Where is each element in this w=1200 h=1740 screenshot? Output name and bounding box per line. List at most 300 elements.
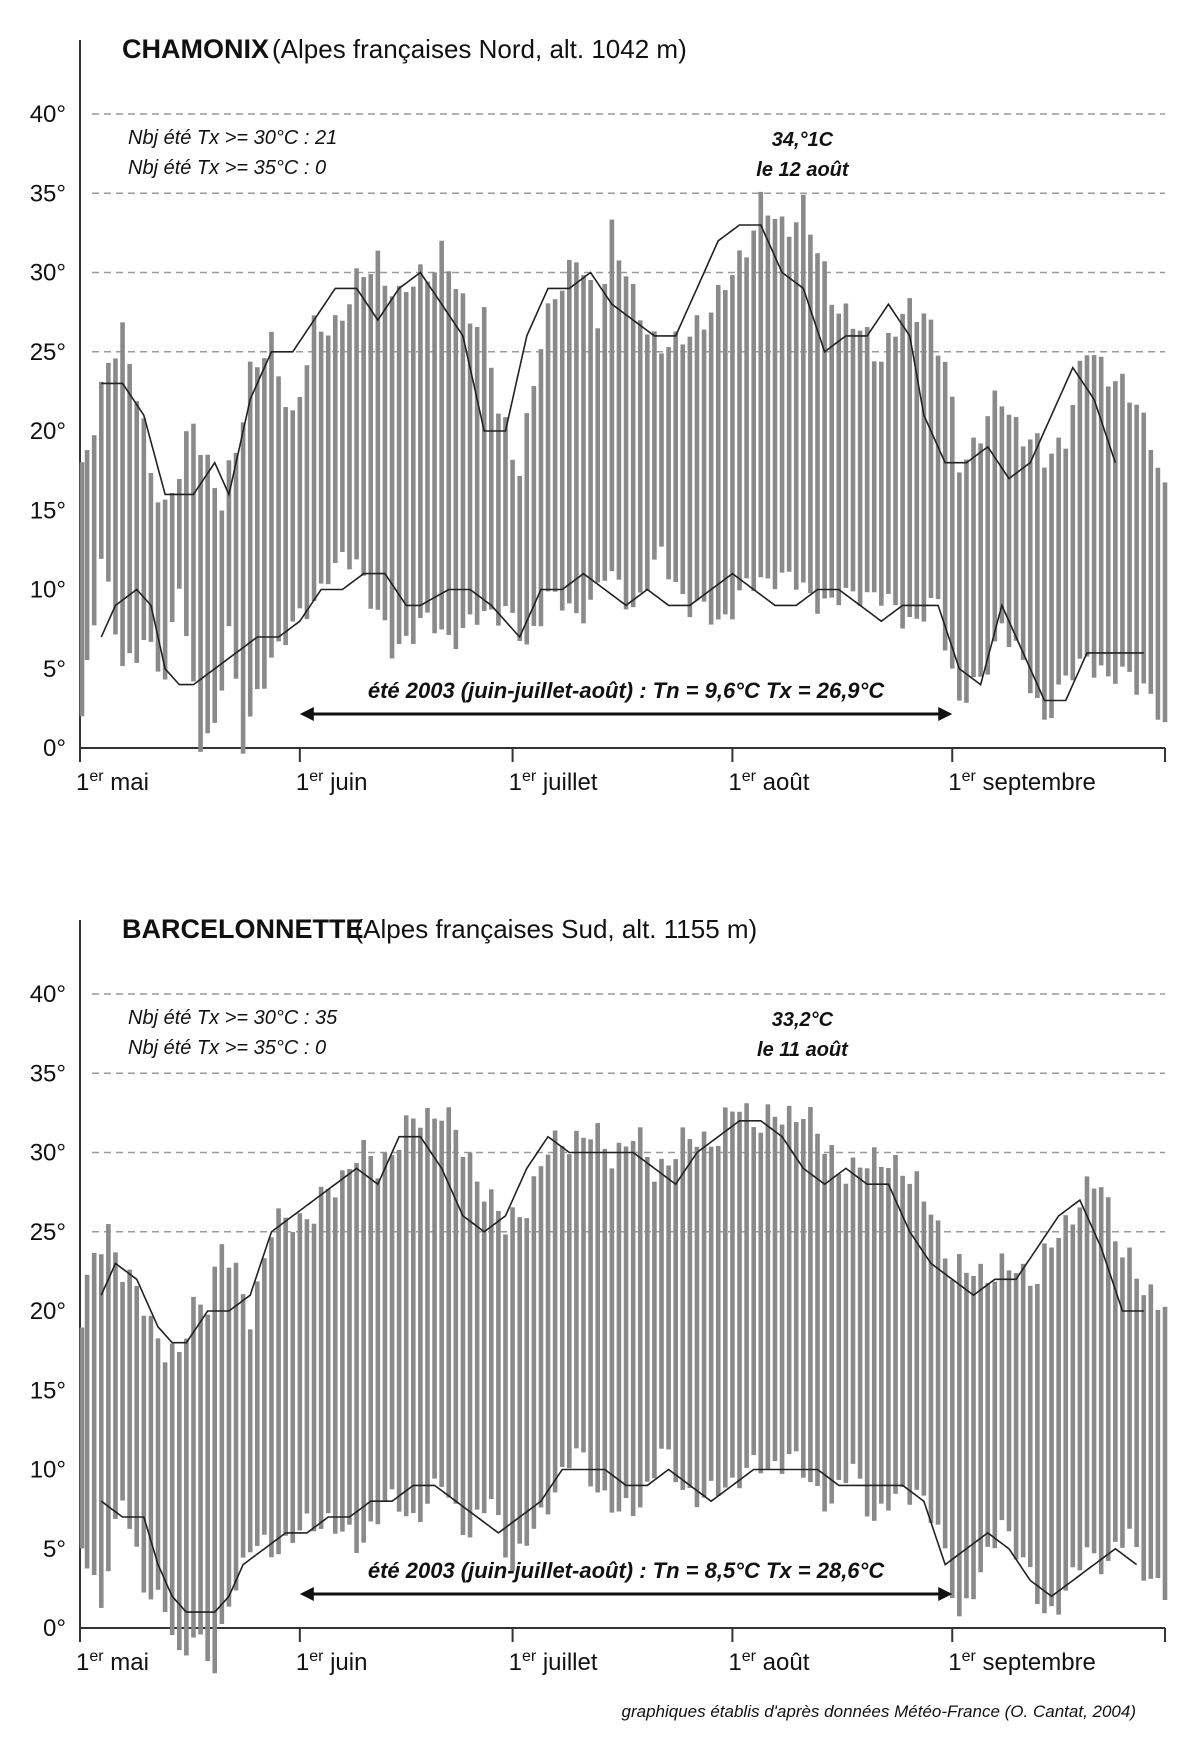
daily-bar [1042,1243,1047,1613]
daily-bar [993,391,998,642]
daily-bar [276,1208,281,1554]
daily-bar [1127,1248,1132,1529]
daily-bar [872,361,877,592]
daily-bar [872,1147,877,1521]
daily-bar [120,1282,125,1501]
daily-bar [922,313,927,621]
daily-bar [695,315,700,600]
daily-bar [390,296,395,658]
source-credit: graphiques établis d'après données Météo-France (O. Cantat, 2004) [621,1702,1136,1721]
daily-bar [411,1119,416,1514]
daily-bar [397,286,402,644]
daily-bar [808,235,813,593]
daily-bar [652,1182,657,1479]
daily-bar [446,271,451,635]
daily-bar [808,1107,813,1482]
daily-bar [1063,1215,1068,1590]
daily-bar [638,1127,643,1507]
daily-bar [971,438,976,678]
daily-bar [624,276,629,609]
daily-bar [205,1315,210,1661]
daily-bar [262,358,267,689]
daily-bar [1149,450,1154,694]
daily-bar [241,422,246,753]
y-tick-label: 35° [29,180,66,208]
x-tick-label: 1er mai [76,768,149,796]
daily-bar [383,286,388,620]
stat-line: Nbj été Tx >= 30°C : 35 [128,1007,338,1029]
daily-bar [1035,433,1040,698]
daily-bar [524,1218,529,1546]
summary-arrow-left-head [300,1587,314,1601]
daily-bar [446,1107,451,1497]
daily-bar [553,299,558,592]
daily-bar [298,397,303,608]
summary-arrow-left-head [300,707,314,721]
daily-bar [276,376,281,641]
y-tick-label: 30° [29,259,66,287]
daily-bar [993,1282,998,1549]
daily-bar [92,435,97,625]
daily-bar [780,1125,785,1474]
chart-subtitle: (Alpes françaises Nord, alt. 1042 m) [272,34,687,64]
daily-bar [227,1268,232,1607]
peak-value: 33,2°C [771,1009,834,1031]
daily-bar [801,1119,806,1478]
daily-bar [454,289,459,649]
daily-bar [971,1276,976,1599]
daily-bar [851,329,856,592]
daily-bar [390,1155,395,1489]
daily-bar [893,1155,898,1494]
x-tick-label: 1er juin [295,768,368,796]
daily-bar [106,363,111,582]
daily-bar [255,1281,260,1545]
daily-bar [1134,405,1139,695]
daily-bar [836,314,841,606]
y-tick-label: 5° [43,1535,66,1563]
daily-bar [326,336,331,585]
daily-bar [1021,1264,1026,1557]
daily-bar [149,473,154,642]
daily-bar [404,292,409,636]
daily-bar [354,1163,359,1553]
chart-barcelonnette [0,880,1200,1740]
daily-bar [340,321,345,552]
daily-bar [688,1139,693,1488]
y-tick-label: 40° [29,981,66,1008]
daily-bar [80,1327,85,1548]
daily-bar [560,291,565,611]
daily-bar [376,251,381,610]
x-tick-label: 1er juillet [508,1648,598,1676]
daily-bar [751,1127,756,1455]
daily-bar [1113,381,1118,684]
daily-bar [1099,357,1104,666]
daily-bar [716,1146,721,1496]
daily-bar [1021,446,1026,659]
daily-bar [574,1131,579,1449]
daily-bar [163,1362,168,1612]
daily-bar [723,1107,728,1487]
x-tick-label: 1er juin [295,1648,368,1676]
daily-bar [113,358,118,634]
daily-bar [234,453,239,679]
daily-bar [737,250,742,590]
chart-title: BARCELONNETTE [122,914,364,944]
daily-bar [376,1178,381,1524]
daily-bar [127,364,132,653]
daily-bar [510,460,515,613]
y-tick-label: 30° [29,1139,66,1167]
daily-bar [929,320,934,598]
daily-bar [198,455,203,752]
daily-bar [248,362,253,717]
daily-bar [943,1258,948,1548]
daily-bar [936,356,941,599]
daily-bar [319,332,324,584]
daily-bar [560,1146,565,1467]
daily-bar [1028,439,1033,693]
x-tick-label: 1er septembre [948,1648,1096,1676]
daily-bar [709,313,714,625]
daily-bar [333,1197,338,1533]
daily-bar [688,337,693,618]
daily-bar [602,284,607,581]
daily-bar [1078,1207,1083,1570]
daily-bar [1120,374,1125,667]
x-tick-label: 1er mai [76,1648,149,1676]
daily-bar [524,413,529,644]
daily-bar [418,1128,423,1522]
y-tick-label: 40° [29,101,66,128]
daily-bar [985,1283,990,1547]
y-tick-label: 5° [43,655,66,683]
daily-bar [815,253,820,614]
daily-bar [1141,1295,1146,1581]
daily-bar [1106,387,1111,677]
daily-bar [666,347,671,579]
peak-date: le 11 août [757,1039,848,1061]
daily-bar [283,1218,288,1536]
y-tick-label: 20° [29,1298,66,1325]
stat-line: Nbj été Tx >= 35°C : 0 [128,1037,327,1059]
daily-bar [234,1263,239,1591]
daily-bar [631,284,636,607]
daily-bar [844,1184,849,1483]
daily-bar [1000,406,1005,623]
daily-bar [468,1152,473,1537]
daily-bar [290,410,295,621]
daily-bar [496,1211,501,1515]
daily-bar [99,382,104,559]
summary-label: été 2003 (juin-juillet-août) : Tn = 8,5°C Tx = 28,6°C [367,1558,885,1583]
daily-bar [553,1131,558,1493]
chart-chamonix [0,0,1200,860]
daily-bar [517,1217,522,1544]
daily-bar [220,1244,225,1624]
daily-bar [546,303,551,591]
daily-bar [177,479,182,589]
daily-bar [532,386,537,626]
daily-bar [319,1187,324,1529]
daily-bar [1085,355,1090,656]
daily-bar [766,216,771,579]
daily-bar [1056,1238,1061,1615]
daily-bar [425,1108,430,1504]
daily-bar [1120,1257,1125,1547]
daily-bar [85,450,90,660]
daily-bar [411,287,416,644]
daily-bar [659,353,664,546]
y-tick-label: 25° [29,338,66,366]
daily-bar [248,1329,253,1552]
daily-bar [142,418,147,640]
daily-bar [858,1168,863,1479]
daily-bar [879,362,884,606]
daily-bar [170,493,175,622]
daily-bar [1000,1253,1005,1520]
daily-bar [539,349,544,626]
daily-bar [432,272,437,633]
daily-bar [156,1338,161,1589]
daily-bar [723,290,728,614]
daily-bar [482,1202,487,1514]
daily-bar [120,322,125,666]
daily-bar [1042,468,1047,720]
daily-bar [631,1141,636,1516]
daily-bar [1092,1189,1097,1554]
daily-bar [361,277,366,576]
peak-date: le 12 août [756,159,849,181]
daily-bar [496,414,501,626]
daily-bar [595,1123,600,1492]
daily-bar [1141,413,1146,684]
chart-panel-barcelonnette [0,880,1200,1740]
daily-bar [766,1104,771,1469]
daily-bar [1085,1176,1090,1547]
daily-bar [191,424,196,682]
daily-bar [645,1157,650,1482]
daily-bar [851,1158,856,1464]
daily-bar [709,1147,714,1481]
daily-bar [829,305,834,598]
daily-bar [212,488,217,723]
daily-bar [1163,482,1168,722]
daily-bar [113,1252,118,1519]
chart-subtitle: (Alpes françaises Sud, alt. 1155 m) [354,914,758,944]
daily-bar [950,397,955,669]
daily-bar [404,1115,409,1516]
daily-bar [957,1254,962,1616]
x-tick-label: 1er juillet [508,768,598,796]
daily-bar [829,1145,834,1504]
daily-bar [801,195,806,583]
daily-bar [475,1182,480,1510]
daily-bar [844,303,849,587]
daily-bar [475,327,480,625]
daily-bar [1156,1310,1161,1578]
daily-bar [836,1174,841,1480]
stat-line: Nbj été Tx >= 35°C : 0 [128,157,327,179]
daily-bar [1127,403,1132,672]
daily-bar [567,260,572,603]
daily-bar [588,280,593,600]
daily-bar [454,1130,459,1504]
daily-bar [666,1165,671,1449]
daily-bar [397,1150,402,1512]
daily-bar [312,1224,317,1532]
daily-bar [1134,1279,1139,1547]
daily-bar [347,304,352,569]
daily-bar [794,222,799,589]
daily-bar [950,1280,955,1598]
daily-bar [1056,438,1061,685]
summary-arrow-right-head [938,707,952,721]
daily-bar [1028,1286,1033,1567]
daily-bar [340,1170,345,1531]
daily-bar [1049,454,1054,718]
daily-bar [290,1232,295,1543]
daily-bar [638,320,643,592]
daily-bar [758,1133,763,1474]
daily-bar [624,1146,629,1498]
daily-bar [262,1258,267,1535]
daily-bar [773,219,778,589]
daily-bar [312,315,317,601]
daily-bar [588,1139,593,1486]
daily-bar [368,1156,373,1522]
daily-bar [978,443,983,676]
daily-bar [914,1171,919,1490]
daily-bar [134,401,139,663]
daily-bar [163,500,168,680]
daily-bar [92,1253,97,1575]
daily-bar [1149,1284,1154,1579]
daily-bar [886,1168,891,1511]
daily-bar [673,331,678,582]
daily-bar [425,282,430,613]
y-tick-label: 35° [29,1060,66,1088]
daily-bar [936,1220,941,1524]
daily-bar [333,315,338,563]
daily-bar [439,1121,444,1487]
x-tick-label: 1er août [728,1648,810,1676]
daily-bar [744,1103,749,1468]
daily-bar [610,220,615,572]
y-tick-label: 25° [29,1218,66,1246]
daily-bar [361,1140,366,1543]
daily-bar [503,1234,508,1557]
daily-bar [532,1176,537,1529]
daily-bar [581,275,586,623]
daily-bar [99,1254,104,1608]
daily-bar [602,1149,607,1491]
daily-bar [1071,405,1076,680]
daily-bar [517,476,522,641]
daily-bar [354,268,359,559]
daily-bar [482,307,487,611]
daily-bar [546,1155,551,1515]
peak-value: 34,°1C [771,129,834,151]
daily-bar [659,1159,664,1449]
daily-bar [680,344,685,594]
daily-bar [1163,1307,1168,1600]
stat-line: Nbj été Tx >= 30°C : 21 [128,127,338,149]
daily-bar [673,1159,678,1482]
daily-bar [184,1339,189,1656]
daily-bar [886,333,891,594]
chart-panel-chamonix [0,0,1200,860]
chart-title: CHAMONIX [122,34,269,64]
daily-bar [879,1167,884,1504]
daily-bar [787,1106,792,1454]
daily-bar [645,334,650,590]
daily-bar [503,417,508,606]
daily-bar [773,1117,778,1461]
daily-bar [964,460,969,703]
daily-bar [758,192,763,577]
daily-bar [680,1127,685,1490]
daily-bar [1071,1224,1076,1567]
daily-bar [581,1138,586,1453]
daily-bar [539,1166,544,1507]
y-tick-label: 20° [29,418,66,445]
daily-bar [184,431,189,636]
daily-bar [858,331,863,606]
daily-bar [1078,361,1083,659]
daily-bar [617,1143,622,1512]
daily-bar [191,1297,196,1638]
daily-bar [716,285,721,620]
daily-bar [1063,449,1068,676]
daily-bar [695,1147,700,1507]
daily-bar [305,1219,310,1513]
smoothed-max-curve [101,225,1115,494]
y-tick-label: 15° [29,497,66,525]
daily-bar [241,1294,246,1557]
daily-bar [510,1207,515,1570]
daily-bar [269,332,274,658]
daily-bar [822,261,827,598]
daily-bar [567,1154,572,1468]
daily-bar [1106,1197,1111,1561]
daily-bar [922,1202,927,1496]
daily-bar [1014,1273,1019,1559]
daily-bar [489,368,494,610]
daily-bar [326,1189,331,1513]
daily-bar [574,262,579,613]
daily-bar [787,237,792,572]
daily-bar [900,1176,905,1487]
daily-bar [298,1213,303,1530]
daily-bar [730,275,735,619]
daily-bar [1156,468,1161,720]
daily-bar [142,1316,147,1593]
x-tick-label: 1er août [728,768,810,796]
daily-bar [900,314,905,629]
daily-bar [702,1132,707,1498]
daily-bar [751,231,756,591]
daily-bar [744,257,749,578]
daily-bar [283,407,288,645]
daily-bar [489,1189,494,1499]
y-tick-label: 15° [29,1377,66,1405]
y-tick-label: 0° [43,1615,66,1642]
y-tick-label: 10° [29,576,66,604]
daily-bar [1007,1270,1012,1531]
daily-bar [368,274,373,609]
